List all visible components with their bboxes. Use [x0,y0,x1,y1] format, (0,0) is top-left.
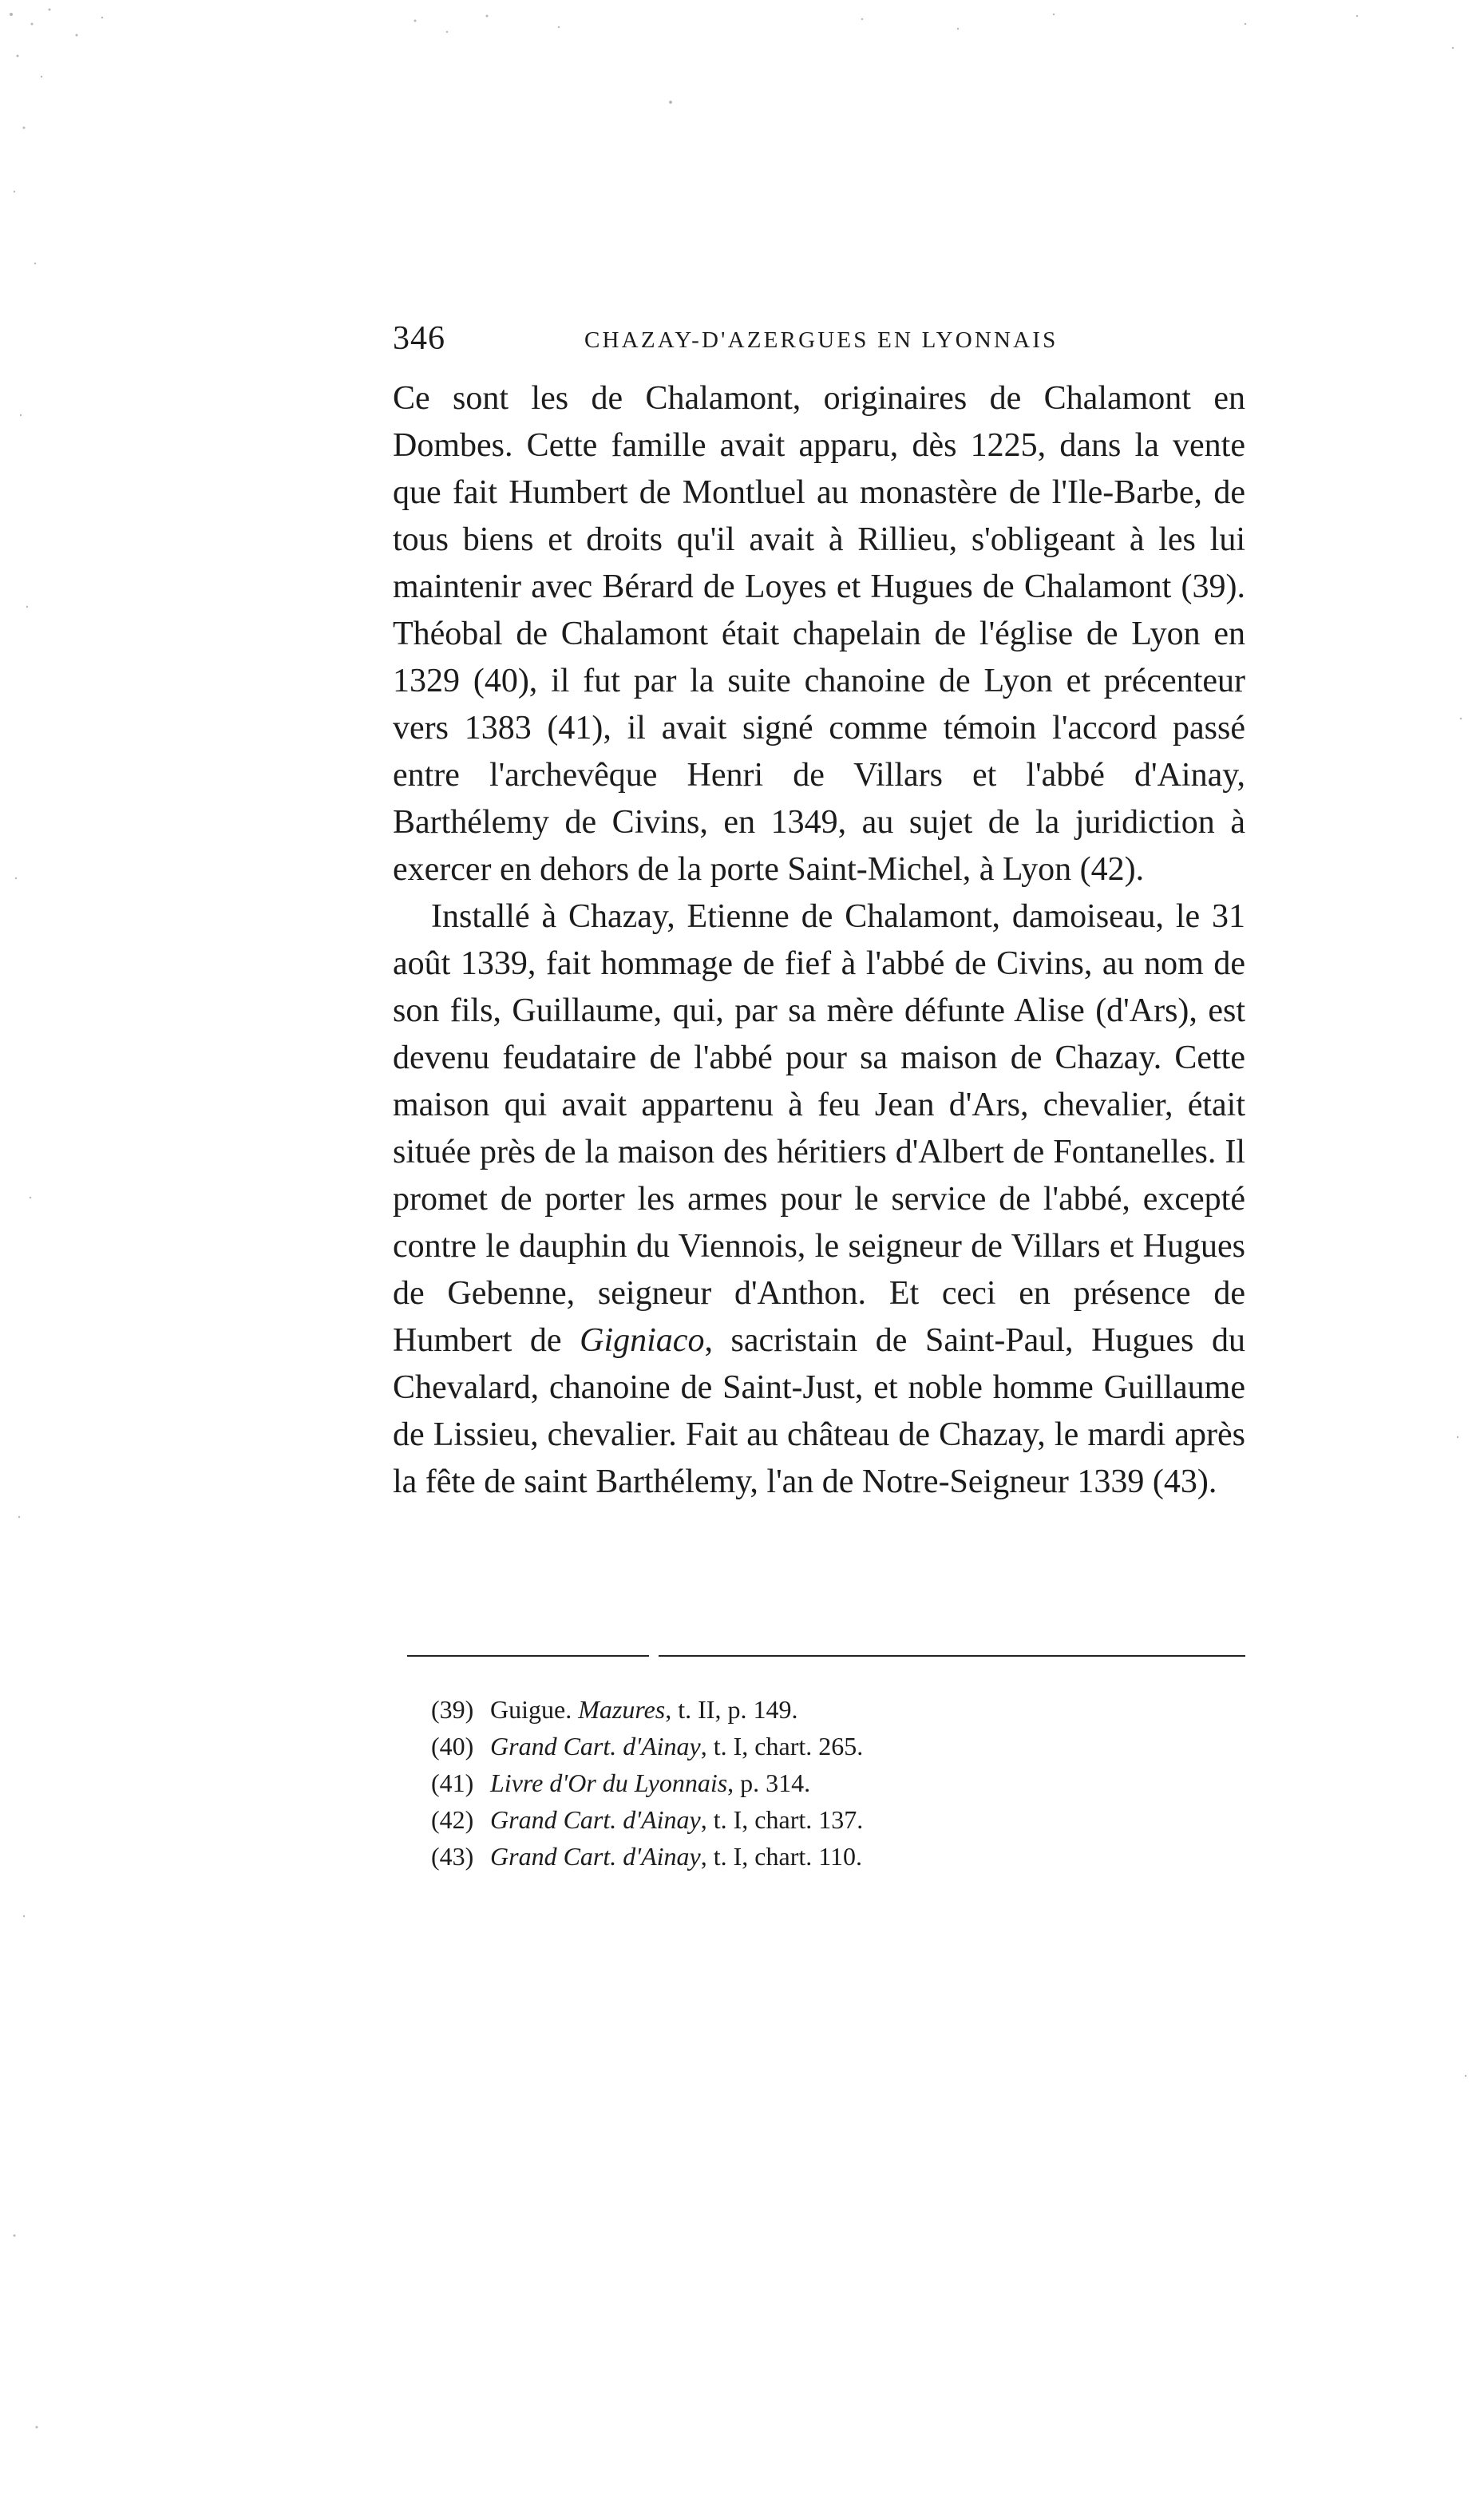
footnote [431,1801,1229,1838]
footnote-text: , t. II, p. 149. [665,1695,798,1724]
footnote-title: Livre d'Or du Lyonnais [490,1768,728,1797]
footnote-title: Mazures [578,1695,666,1724]
footnote [431,1764,1229,1801]
separator-rule-short [407,1655,649,1657]
footnote-separator [407,1655,1245,1660]
separator-rule-long [659,1655,1245,1657]
paragraph-text: Installé à Chazay, Etienne de Chalamont, damoiseau, le 31 août 1339, fait hommage de fief à l'abbé de Civins, au nom de son fils, Guillaume, qui, par sa mère défunte Alise (d'Ars), est devenu feudataire de l'abbé pour sa maison de Chazay. Cette maison qui avait appartenu à feu Jean d'Ars, chevalier, était située près de la maison des héritiers d'Albert de Fontanelles. Il promet de porter les armes pour le service de l'abbé, excepté contre le dauphin du Viennois, le seigneur de Villars et Hugues de Gebenne, seigneur d'Anthon. Et ceci en présence de Humbert de [393,898,1245,1359]
paragraph-text: , sacristain de Saint-Paul, Hugues du Chevalard, chanoine de Saint-Just, et noble homme Guillaume de Lissieu, chevalier. Fait au château de Chazay, le mardi après la fête de saint Barthélemy, l'an de Notre-Seigneur 1339 (43). [393,1322,1245,1500]
footnote-title: Grand Cart. d'Ainay [490,1842,701,1871]
footnote-number: (39) [431,1695,474,1724]
running-title: CHAZAY-D'AZERGUES EN LYONNAIS [584,327,1059,353]
footnote-text: , p. 314. [727,1768,811,1797]
footnote [431,1838,1229,1875]
footnote-number: (42) [431,1805,474,1834]
page-number: 346 [393,320,445,357]
italic-name: Gigniaco [580,1322,705,1359]
footnote-text: , t. I, chart. 110. [700,1842,863,1871]
footnote-number: (40) [431,1732,474,1760]
footnotes [431,1691,1229,1875]
paragraph-text: Ce sont les de Chalamont, originaires de Chalamont en Dombes. Cette famille avait apparu, dès 1225, dans la vente que fait Humbert de Montluel au monastère de l'Ile-Barbe, de tous biens et droits qu'il avait à Rillieu, s'obligeant à les lui maintenir avec Bérard de Loyes et Hugues de Chalamont (39). Théobal de Chalamont était chapelain de l'église de Lyon en 1329 (40), il fut par la suite chanoine de Lyon et précenteur vers 1383 (41), il avait signé comme témoin l'accord passé entre l'archevêque Henri de Villars et l'abbé d'Ainay, Barthélemy de Civins, en 1349, au sujet de la juridiction à exercer en dehors de la porte Saint-Michel, à Lyon (42). [393,380,1245,888]
footnote [431,1728,1229,1764]
footnote-text: , t. I, chart. 137. [700,1805,864,1834]
footnote-number: (43) [431,1842,474,1871]
paragraph [393,375,1245,893]
footnote [431,1691,1229,1728]
page-header [393,319,1245,367]
footnote-title: Grand Cart. d'Ainay [490,1805,701,1834]
footnote-number: (41) [431,1768,474,1797]
paragraph [393,893,1245,1506]
footnote-title: Grand Cart. d'Ainay [490,1732,701,1760]
main-text [393,375,1245,1506]
footnote-text: , t. I, chart. 265. [700,1732,864,1760]
footnote-text: Guigue. [490,1695,579,1724]
